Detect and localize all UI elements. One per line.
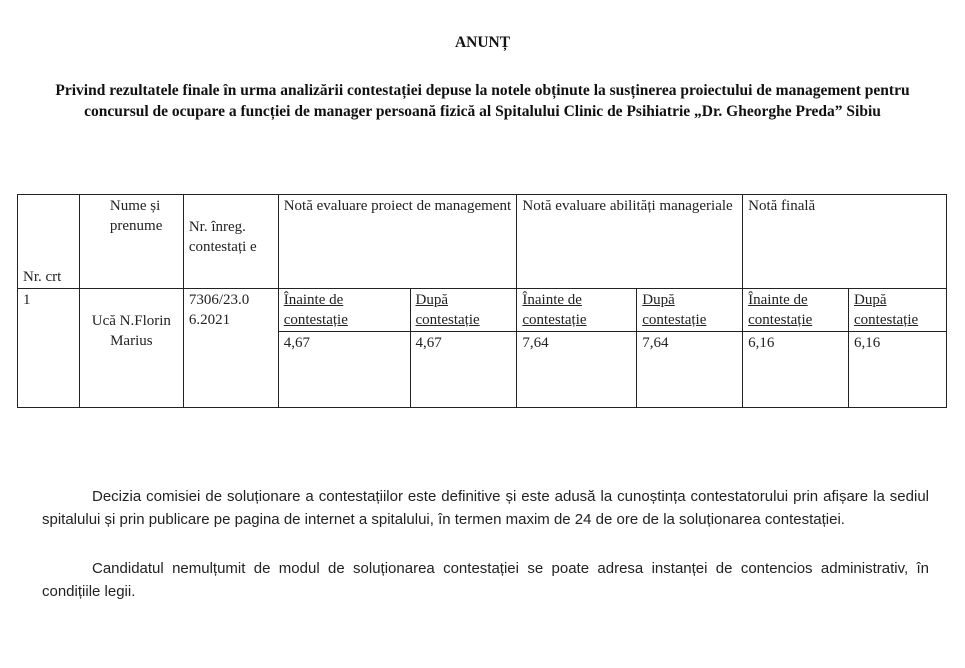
header-final-grade: Notă finală [743,195,947,289]
subheader-skills-after: După contestație [637,289,743,332]
table-row [18,289,947,332]
subheader-final-before: Înainte de contestație [743,289,849,332]
subheader-final-after: După contestație [849,289,947,332]
subheader-project-after: După contestație [410,289,517,332]
document-subtitle: Privind rezultatele finale în urma analizării contestației depuse la notele obținute la susținerea proiectului de management pentru concursul de ocupare a funcției de manager persoană fizică al Spitalului Clinic de Psihiatrie „Dr. Gheorghe Preda” Sibiu [55,82,910,120]
value-project-before: 4,67 [278,332,410,408]
header-project-grade: Notă evaluare proiect de management [278,195,517,289]
value-final-before: 6,16 [743,332,849,408]
document-title: ANUNȚ [454,34,511,51]
row-name: Ucă N.Florin Marius [79,289,183,408]
subheader-skills-before: Înainte de contestație [517,289,637,332]
header-nr-crt: Nr. crt [18,195,80,289]
value-skills-after: 7,64 [637,332,743,408]
appeal-paragraph: Candidatul nemulțumit de modul de soluționarea contestației se poate adresa instanței de contencios administrativ, în condițiile legii. [42,560,929,600]
header-reg-number: Nr. înreg. contestați e [183,195,278,289]
decision-paragraph: Decizia comisiei de soluționare a contestațiilor este definitive și este adusă la cunoștința contestatorului prin afișare la sediul spitalului și prin publicare pe pagina de internet a spitalului, în termen maxim de 24 de ore de la soluționarea contestației. [42,488,929,528]
value-final-after: 6,16 [849,332,947,408]
header-name: Nume și prenume [79,195,183,289]
header-skills-grade: Notă evaluare abilități manageriale [517,195,743,289]
row-nr: 1 [18,289,80,408]
results-table [17,194,947,408]
value-skills-before: 7,64 [517,332,637,408]
value-project-after: 4,67 [410,332,517,408]
subheader-project-before: Înainte de contestație [278,289,410,332]
row-reg-number: 7306/23.0 6.2021 [183,289,278,408]
table-header-row [18,195,947,289]
